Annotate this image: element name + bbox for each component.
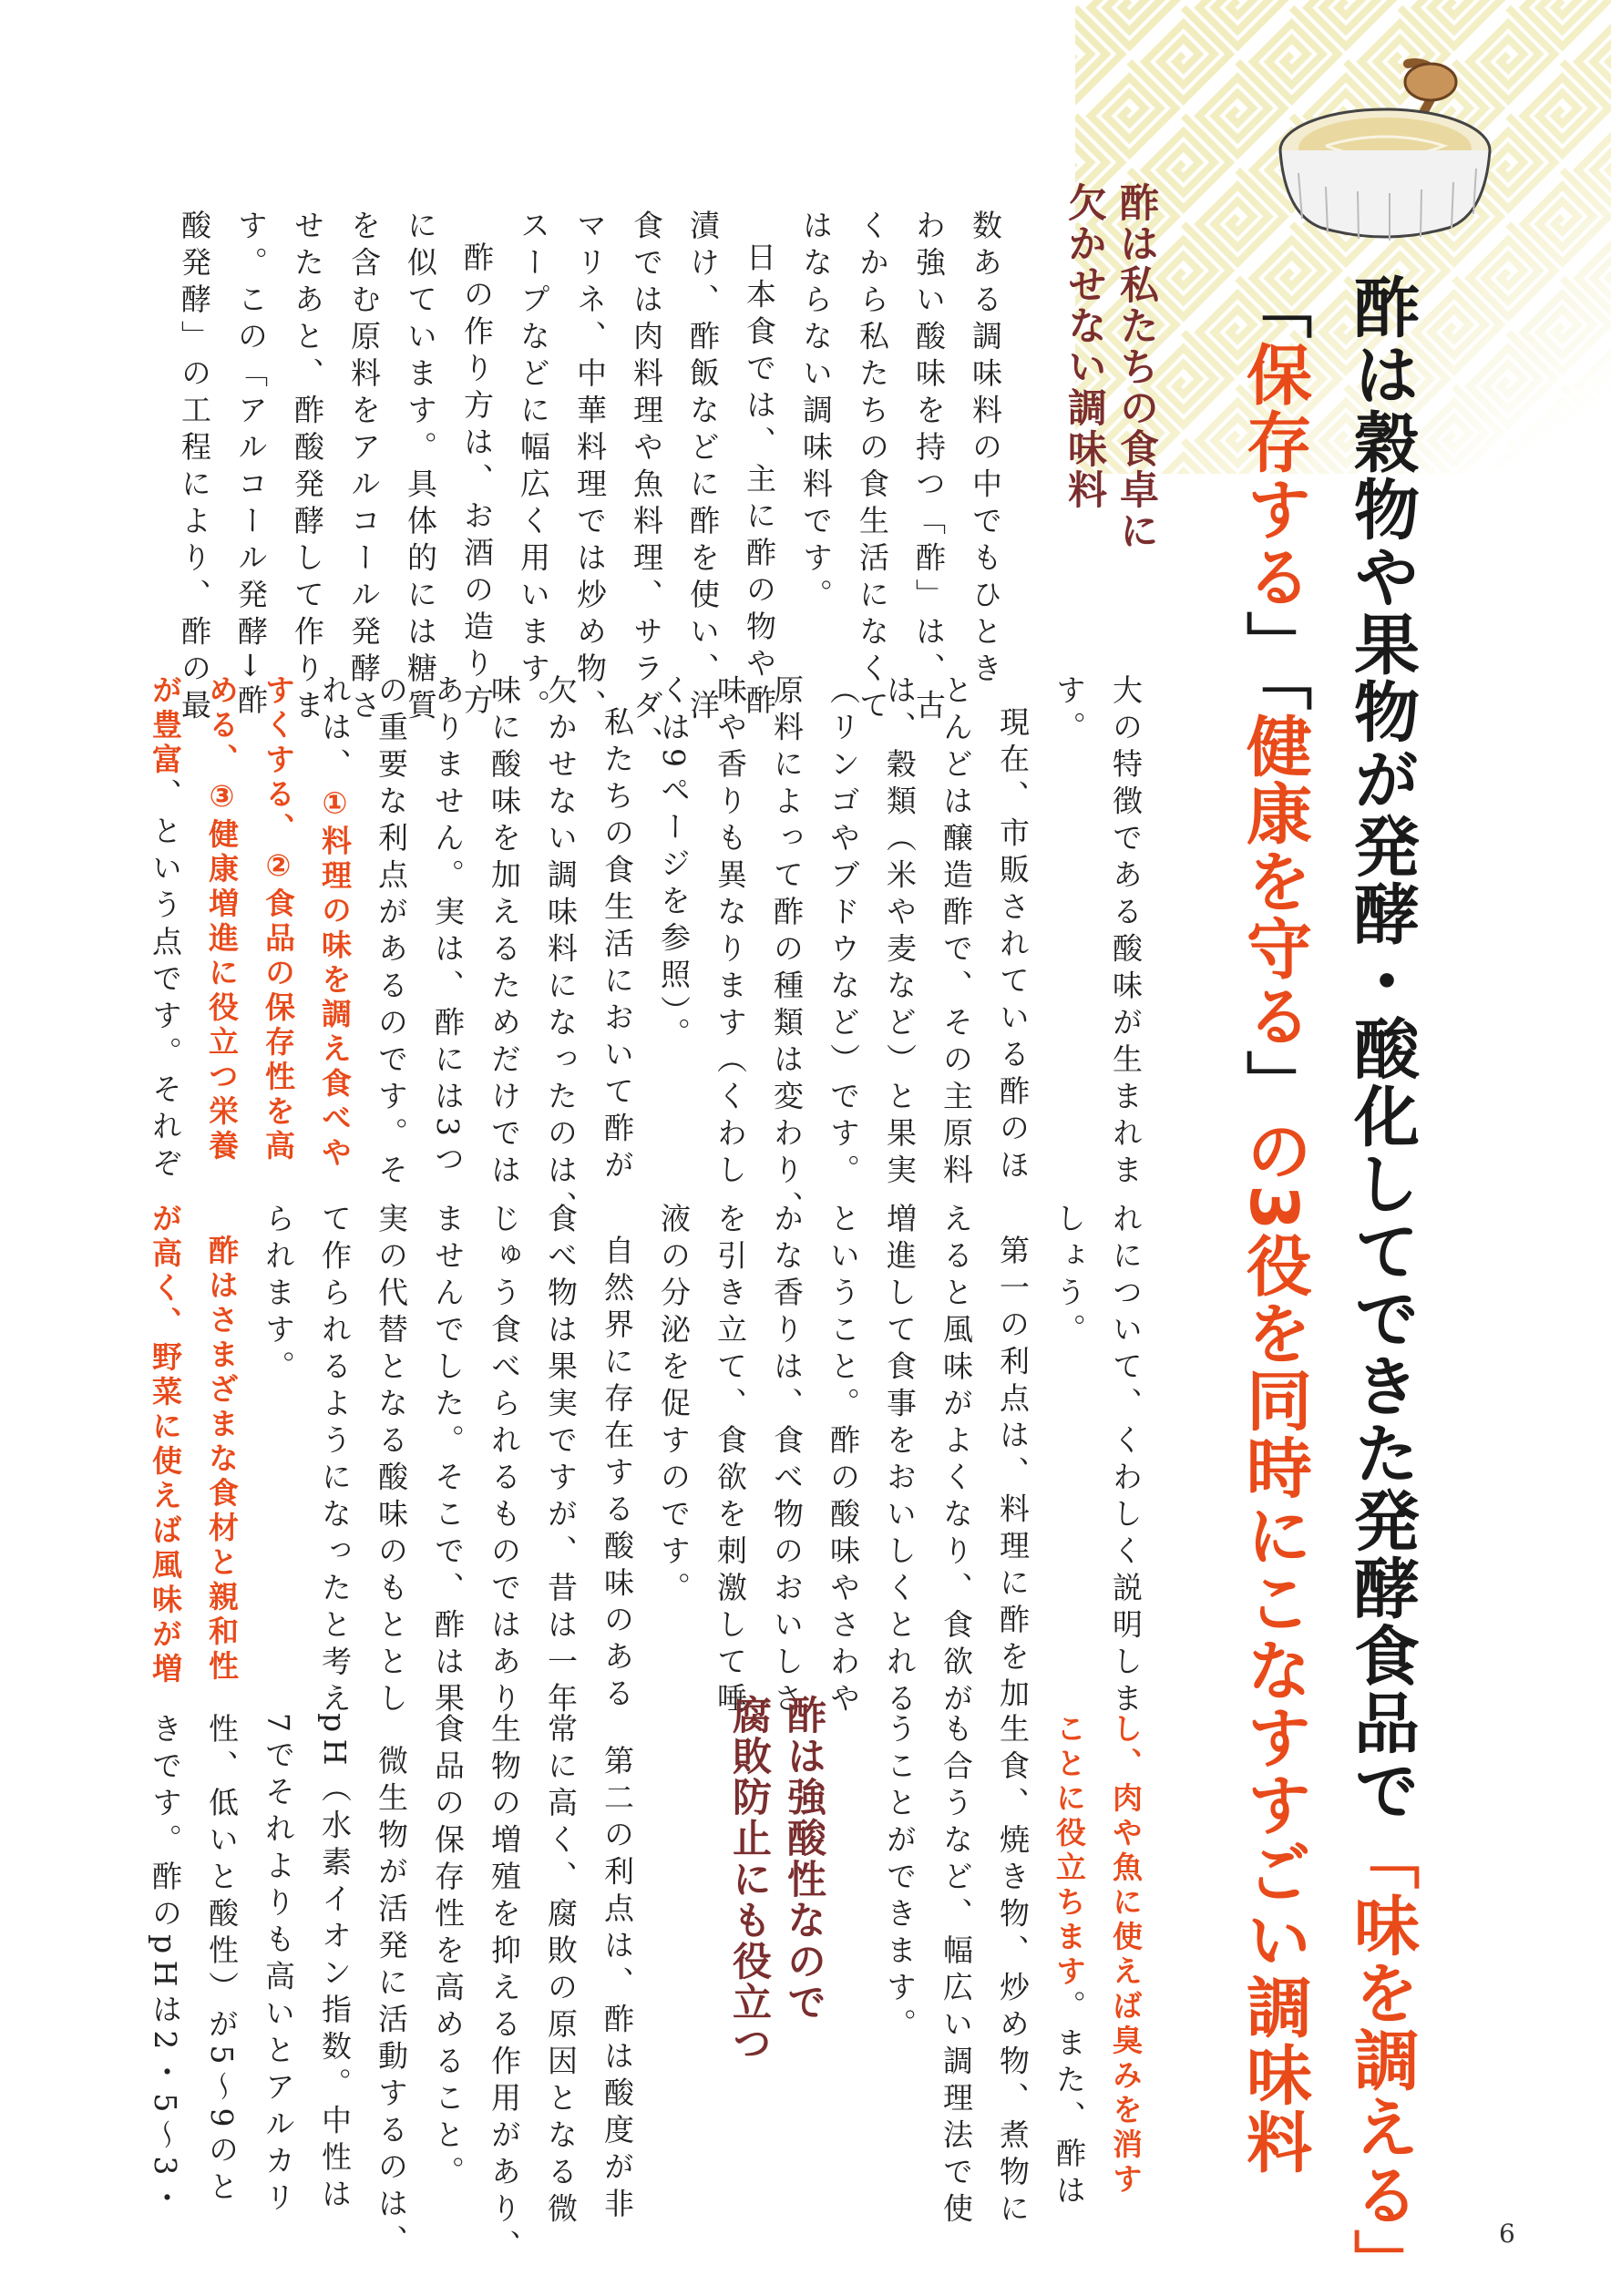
page-number: 6 (1499, 2219, 1515, 2249)
body-column: 食品の保存性を高めること。 (430, 1713, 466, 2193)
highlight-rich: が豊富 (148, 674, 183, 778)
title-quote-mid: 」「 (1236, 610, 1312, 712)
title-text-1: 酢は穀物や果物が発酵・酸化してできた発酵食品で (1343, 273, 1420, 1824)
body-column: せたあと、酢酸発酵して作りま (290, 210, 325, 726)
body-column: に似ています。具体的には糖質 (403, 210, 438, 726)
body-column: も合うなど、幅広い調理法で使 (939, 1713, 974, 2229)
body-column: 私たちの食生活において酢が (600, 706, 635, 1186)
body-column: 液の分泌を促すのです。 (656, 1203, 692, 1609)
body-column: えると風味がよくなり、食欲が (939, 1203, 974, 1719)
body-column (317, 674, 353, 1172)
highlight-benefit-2: すくする、②食品の保存性を高 (261, 674, 296, 1164)
body-column: 味や香りも異なります（くわし (713, 674, 748, 1191)
body-column: 味に酸味を加えるためだけでは (487, 674, 522, 1191)
body-column: マリネ、中華料理では炒め物、 (572, 210, 608, 726)
title-highlight-health: 健康を守る (1236, 712, 1312, 1050)
vinegar-bowl-illustration (1271, 55, 1499, 246)
body-column: れについて、くわしく説明しま (1108, 1203, 1144, 1719)
body-column: じゅう食べられるものではあり (487, 1203, 522, 1719)
highlight-benefit-3: める、③健康増進に役立つ栄養 (204, 674, 240, 1164)
body-column: 生物の増殖を抑える作用があり、 (487, 1713, 522, 2267)
body-column: ありません。実は、酢には3つ (430, 674, 466, 1180)
body-column: を含む原料をアルコール発酵さ (346, 210, 382, 726)
body-column: かな香りは、食べ物のおいしさ (769, 1203, 805, 1719)
body-column: 性、低いと酸性）が5〜9のと (204, 1713, 240, 2208)
body-column: 大の特徴である酸味が生まれま (1108, 674, 1144, 1191)
body-text: れは、 (317, 674, 353, 785)
body-column: 自然界に存在する酸味のある (600, 1235, 635, 1715)
section2-heading-line1: 酢は強酸性なので (781, 1695, 826, 2023)
title-quote-open-2: 「 (1236, 273, 1312, 341)
highlight-affinity-line1: 酢はさまざまな食材と親和性 (204, 1235, 240, 1685)
body-column: （リンゴやブドウなど）です。 (826, 674, 861, 1191)
section2-heading-line2: 腐敗防止にも役立つ (726, 1695, 772, 2064)
highlight-deodorize: し、肉や魚に使えば臭みを消す (1108, 1713, 1144, 2198)
body-text: 。また、酢は (1052, 1990, 1087, 2211)
highlight-benefit-1: ①料理の味を調え食べや (317, 784, 353, 1172)
body-column: きです。酢のpHは2・5〜3・ (148, 1713, 183, 2219)
body-column: 漬け、酢飯などに酢を使い、洋 (685, 210, 721, 726)
body-column: くから私たちの食生活になくて (855, 210, 890, 726)
body-column: は、穀類（米や麦など）と果実 (882, 674, 918, 1191)
body-column: 第二の利点は、酢は酸度が非 (600, 1745, 635, 2225)
body-column: られます。 (261, 1203, 296, 1388)
body-column (148, 674, 183, 1184)
title-highlight-preserve: 保存する (1236, 341, 1312, 610)
highlight-affinity-line2: が高く、野菜に使えば風味が増 (148, 1203, 183, 1687)
body-column: しょう。 (1052, 1203, 1087, 1350)
body-column: 原料によって酢の種類は変わり、 (769, 674, 805, 1228)
highlight-useful: ことに役立ちます (1052, 1713, 1087, 1990)
body-column: 常に高く、腐敗の原因となる微 (543, 1713, 579, 2229)
body-column: スープなどに幅広く用います。 (516, 210, 551, 726)
body-column: うことができます。 (882, 1713, 918, 2045)
title-line-2 (1236, 273, 1312, 2177)
title-text-2-tail: の3役を同時にこなすすごい調味料 (1236, 1117, 1312, 2177)
body-column: 日本食では、主に酢の物や酢 (742, 241, 777, 722)
title-quote-close: 」 (1343, 2229, 1420, 2296)
section1-heading-line1: 酢は私たちの食卓に (1113, 182, 1159, 551)
body-column: 数ある調味料の中でもひとき (968, 210, 1003, 690)
body-column: 生食、焼き物、炒め物、煮物に (995, 1713, 1031, 2229)
body-column: す。 (1052, 674, 1087, 748)
body-column: 酸発酵」の工程により、酢の最 (177, 210, 212, 726)
body-column: す。この「アルコール発酵→酢 (233, 210, 269, 722)
section1-heading-line2: 欠かせない調味料 (1062, 182, 1107, 510)
body-column: 微生物が活発に活動するのは、 (374, 1745, 409, 2261)
body-column: 増進して食事をおいしくとれる (882, 1203, 918, 1719)
body-column: ということ。酢の酸味やさわや (826, 1203, 861, 1719)
body-column: 現在、市販されている酢のほ (995, 706, 1031, 1186)
title-highlight-taste: 味を調える (1343, 1891, 1420, 2229)
body-column: ませんでした。そこで、酢は果 (430, 1203, 466, 1719)
body-column: わ強い酸味を持つ「酢」は、古 (911, 210, 947, 726)
body-column: 食べ物は果実ですが、昔は一年 (543, 1203, 579, 1719)
body-column: て作られるようになったと考え (317, 1203, 353, 1719)
body-column: 欠かせない調味料になったのは、 (543, 674, 579, 1228)
body-column: の重要な利点があるのです。そ (374, 674, 409, 1191)
body-column: 食では肉料理や魚料理、サラダ、 (629, 210, 664, 764)
body-column: pH（水素イオン指数。中性は (317, 1713, 353, 2215)
title-quote-open: 「 (1343, 1824, 1420, 1891)
body-column: はならない調味料です。 (798, 210, 834, 616)
body-column: 酢の作り方は、お酒の造り方 (459, 241, 495, 722)
body-column (1052, 1713, 1087, 2211)
body-column: くは9ページを参照）。 (656, 674, 692, 1054)
title-quote-close-2: 」 (1236, 1050, 1312, 1117)
body-column: とんどは醸造酢で、その主原料 (939, 674, 974, 1191)
body-text: 、という点です。それぞ (148, 778, 183, 1184)
body-column: 7でそれよりも高いとアルカリ (261, 1713, 296, 2219)
body-column: 第一の利点は、料理に酢を加 (995, 1235, 1031, 1715)
body-column: を引き立て、食欲を刺激して唾 (713, 1203, 748, 1719)
title-line-1 (1343, 273, 1420, 2296)
body-column: 実の代替となる酸味のもととし (374, 1203, 409, 1719)
